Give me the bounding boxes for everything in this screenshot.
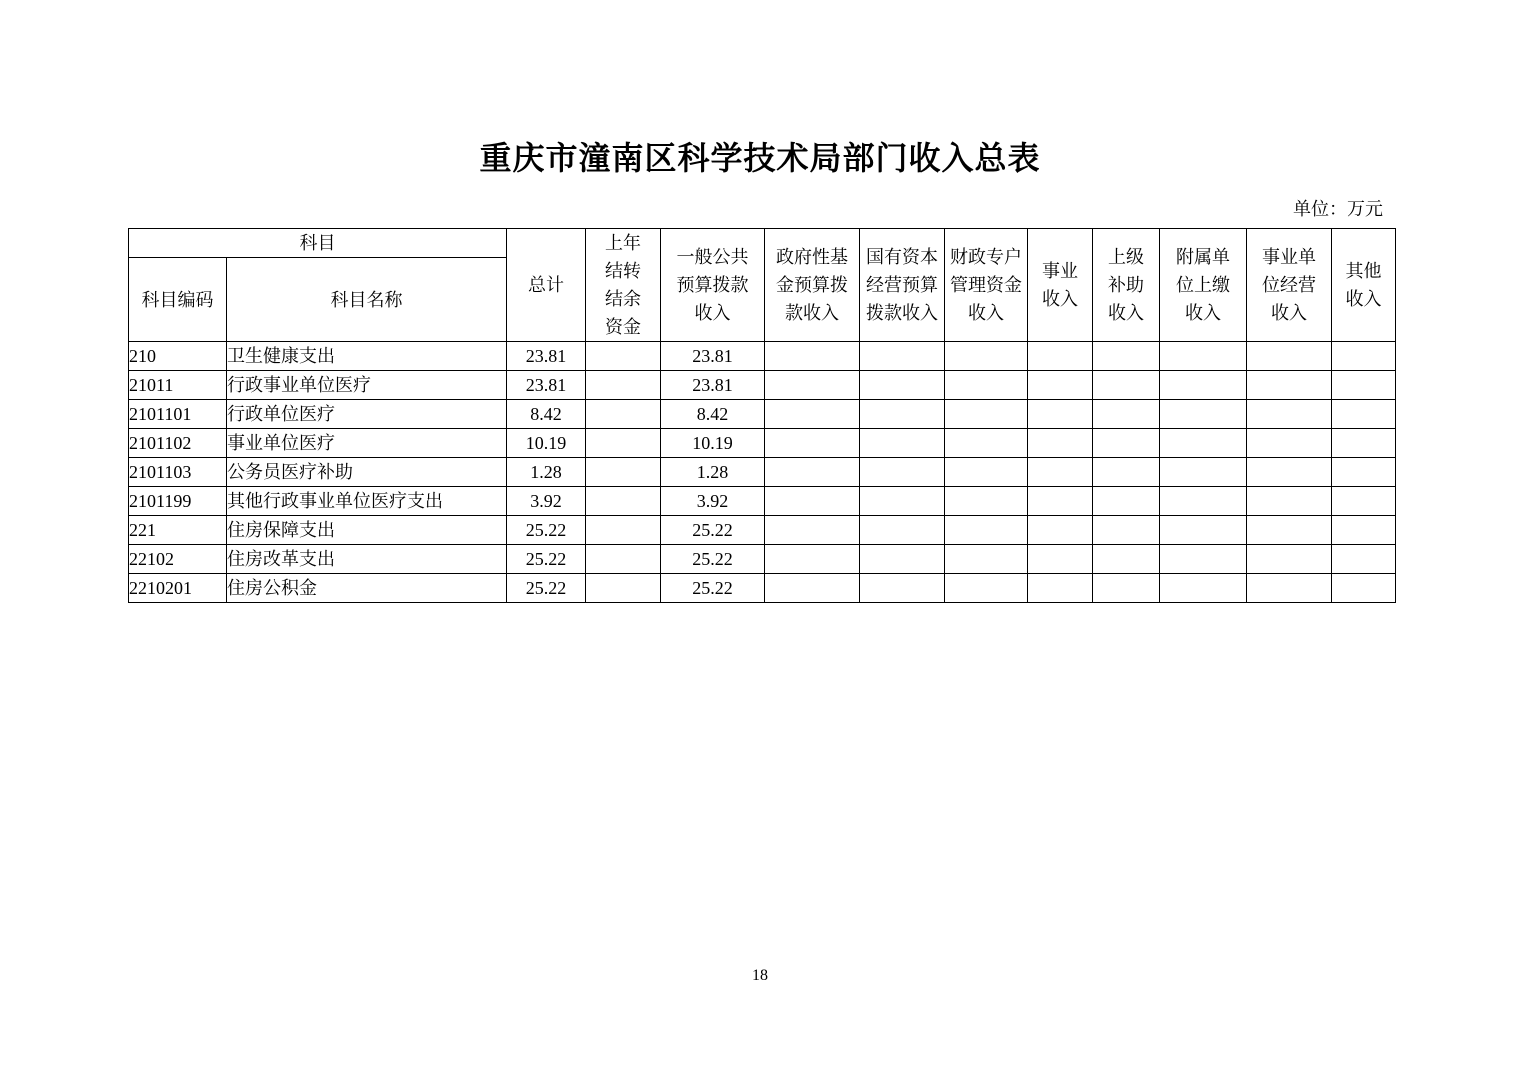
cell-state-capital: [860, 400, 945, 429]
header-text-line: 上年: [605, 233, 641, 253]
cell-gov-fund: [765, 458, 860, 487]
cell-state-capital: [860, 371, 945, 400]
cell-code: 21011: [129, 371, 227, 400]
cell-general-budget: 25.22: [661, 545, 765, 574]
header-affiliated-text: [1160, 243, 1246, 327]
cell-superior-subsidy: [1093, 516, 1160, 545]
cell-total: 3.92: [507, 487, 586, 516]
header-text-line: 一般公共: [676, 247, 749, 267]
cell-affiliated: [1160, 371, 1247, 400]
header-text-line: 政府性基: [776, 247, 848, 267]
cell-general-budget: 3.92: [661, 487, 765, 516]
cell-total: 25.22: [507, 516, 586, 545]
cell-special-account: [945, 574, 1028, 603]
cell-superior-subsidy: [1093, 429, 1160, 458]
table-row: [129, 487, 1396, 516]
header-carryover: [586, 229, 661, 342]
cell-other: [1332, 429, 1396, 458]
cell-operating: [1247, 545, 1332, 574]
header-text-line: 收入: [1042, 289, 1078, 309]
cell-name: 卫生健康支出: [227, 342, 507, 371]
header-text-line: 款收入: [785, 303, 839, 323]
header-text-line: 经营预算: [866, 275, 938, 295]
header-text-line: 收入: [694, 303, 731, 323]
cell-state-capital: [860, 487, 945, 516]
table-row: [129, 516, 1396, 545]
cell-business: [1028, 458, 1093, 487]
header-text-line: 上级: [1108, 247, 1144, 267]
header-text-line: 财政专户: [950, 247, 1022, 267]
header-text-line: 附属单: [1176, 247, 1230, 267]
header-text-line: 收入: [1108, 303, 1144, 323]
cell-state-capital: [860, 545, 945, 574]
header-text-line: 收入: [1345, 289, 1382, 309]
header-affiliated: [1160, 229, 1247, 342]
cell-carryover: [586, 342, 661, 371]
header-text-line: 管理资金: [950, 275, 1022, 295]
cell-carryover: [586, 545, 661, 574]
cell-business: [1028, 400, 1093, 429]
cell-affiliated: [1160, 400, 1247, 429]
cell-total: 10.19: [507, 429, 586, 458]
cell-other: [1332, 516, 1396, 545]
header-text-line: 收入: [1185, 303, 1221, 323]
cell-code: 2101103: [129, 458, 227, 487]
cell-operating: [1247, 429, 1332, 458]
cell-carryover: [586, 516, 661, 545]
cell-superior-subsidy: [1093, 371, 1160, 400]
header-name: 科目名称: [227, 258, 507, 342]
header-text-line: 其他: [1345, 261, 1382, 281]
cell-general-budget: 25.22: [661, 574, 765, 603]
header-text-line: 结转: [605, 261, 641, 281]
header-text-line: 收入: [1271, 303, 1307, 323]
header-special-account-text: [945, 243, 1027, 327]
header-text-line: 结余: [605, 289, 641, 309]
table-row: [129, 458, 1396, 487]
header-business-text: [1028, 257, 1092, 313]
cell-code: 2101199: [129, 487, 227, 516]
cell-carryover: [586, 487, 661, 516]
cell-special-account: [945, 429, 1028, 458]
table-row: [129, 400, 1396, 429]
cell-code: 22102: [129, 545, 227, 574]
cell-affiliated: [1160, 574, 1247, 603]
header-total: 总计: [507, 229, 586, 342]
cell-code: 2101101: [129, 400, 227, 429]
cell-affiliated: [1160, 516, 1247, 545]
cell-superior-subsidy: [1093, 342, 1160, 371]
cell-business: [1028, 545, 1093, 574]
header-text-line: 位上缴: [1176, 275, 1230, 295]
cell-business: [1028, 574, 1093, 603]
cell-gov-fund: [765, 429, 860, 458]
header-superior-subsidy-text: [1093, 243, 1159, 327]
header-gov-fund: [765, 229, 860, 342]
table-row: [129, 371, 1396, 400]
cell-gov-fund: [765, 400, 860, 429]
cell-other: [1332, 545, 1396, 574]
header-other: [1332, 229, 1396, 342]
cell-name: 住房改革支出: [227, 545, 507, 574]
table-row: [129, 429, 1396, 458]
unit-label: 单位：万元: [1293, 199, 1383, 219]
table-body: [129, 342, 1396, 603]
cell-name: 行政事业单位医疗: [227, 371, 507, 400]
cell-general-budget: 1.28: [661, 458, 765, 487]
header-operating-text: [1247, 243, 1331, 327]
cell-special-account: [945, 487, 1028, 516]
cell-gov-fund: [765, 487, 860, 516]
cell-affiliated: [1160, 458, 1247, 487]
cell-code: 2101102: [129, 429, 227, 458]
cell-total: 25.22: [507, 545, 586, 574]
cell-name: 住房公积金: [227, 574, 507, 603]
cell-other: [1332, 458, 1396, 487]
cell-affiliated: [1160, 487, 1247, 516]
cell-gov-fund: [765, 371, 860, 400]
cell-operating: [1247, 342, 1332, 371]
cell-business: [1028, 429, 1093, 458]
header-operating: [1247, 229, 1332, 342]
header-gov-fund-text: [765, 243, 859, 327]
cell-operating: [1247, 400, 1332, 429]
cell-gov-fund: [765, 574, 860, 603]
header-text-line: 金预算拨: [776, 275, 848, 295]
header-subject-group: 科目: [129, 229, 507, 258]
cell-code: 221: [129, 516, 227, 545]
cell-code: 2210201: [129, 574, 227, 603]
header-other-text: [1332, 257, 1395, 313]
header-business: [1028, 229, 1093, 342]
cell-carryover: [586, 429, 661, 458]
cell-special-account: [945, 516, 1028, 545]
header-general-budget-text: [661, 243, 764, 327]
cell-general-budget: 10.19: [661, 429, 765, 458]
cell-gov-fund: [765, 545, 860, 574]
cell-total: 23.81: [507, 342, 586, 371]
cell-superior-subsidy: [1093, 574, 1160, 603]
cell-operating: [1247, 516, 1332, 545]
header-text-line: 事业单: [1262, 247, 1316, 267]
cell-state-capital: [860, 342, 945, 371]
table-row: [129, 574, 1396, 603]
cell-state-capital: [860, 516, 945, 545]
cell-operating: [1247, 574, 1332, 603]
cell-general-budget: 23.81: [661, 342, 765, 371]
header-row-group: [129, 229, 1396, 258]
cell-name: 其他行政事业单位医疗支出: [227, 487, 507, 516]
cell-gov-fund: [765, 342, 860, 371]
header-general-budget: [661, 229, 765, 342]
cell-carryover: [586, 371, 661, 400]
cell-business: [1028, 516, 1093, 545]
cell-carryover: [586, 458, 661, 487]
cell-business: [1028, 487, 1093, 516]
table-row: [129, 545, 1396, 574]
cell-other: [1332, 342, 1396, 371]
cell-total: 8.42: [507, 400, 586, 429]
header-state-capital: [860, 229, 945, 342]
cell-other: [1332, 371, 1396, 400]
cell-other: [1332, 487, 1396, 516]
cell-superior-subsidy: [1093, 545, 1160, 574]
cell-name: 公务员医疗补助: [227, 458, 507, 487]
header-text-line: 资金: [605, 317, 641, 337]
cell-superior-subsidy: [1093, 487, 1160, 516]
cell-general-budget: 8.42: [661, 400, 765, 429]
header-special-account: [945, 229, 1028, 342]
header-text-line: 位经营: [1262, 275, 1316, 295]
cell-carryover: [586, 574, 661, 603]
cell-special-account: [945, 458, 1028, 487]
cell-general-budget: 25.22: [661, 516, 765, 545]
header-text-line: 国有资本: [866, 247, 938, 267]
cell-other: [1332, 574, 1396, 603]
cell-business: [1028, 371, 1093, 400]
header-superior-subsidy: [1093, 229, 1160, 342]
header-code: 科目编码: [129, 258, 227, 342]
cell-superior-subsidy: [1093, 458, 1160, 487]
header-text-line: 收入: [968, 303, 1004, 323]
table-header: [129, 229, 1396, 342]
header-text-line: 拨款收入: [866, 303, 938, 323]
header-state-capital-text: [860, 243, 944, 327]
cell-code: 210: [129, 342, 227, 371]
income-summary-table: [128, 228, 1396, 603]
cell-superior-subsidy: [1093, 400, 1160, 429]
cell-special-account: [945, 545, 1028, 574]
cell-state-capital: [860, 458, 945, 487]
page-title: 重庆市潼南区科学技术局部门收入总表: [479, 140, 1041, 176]
cell-general-budget: 23.81: [661, 371, 765, 400]
cell-name: 事业单位医疗: [227, 429, 507, 458]
header-text-line: 预算拨款: [676, 275, 749, 295]
cell-other: [1332, 400, 1396, 429]
cell-operating: [1247, 371, 1332, 400]
cell-gov-fund: [765, 516, 860, 545]
header-text-line: 事业: [1042, 261, 1078, 281]
cell-total: 1.28: [507, 458, 586, 487]
header-text-line: 补助: [1108, 275, 1144, 295]
cell-special-account: [945, 400, 1028, 429]
page-number: 18: [752, 967, 768, 984]
cell-carryover: [586, 400, 661, 429]
cell-name: 住房保障支出: [227, 516, 507, 545]
cell-total: 23.81: [507, 371, 586, 400]
header-carryover-text: [586, 229, 660, 341]
cell-operating: [1247, 458, 1332, 487]
cell-affiliated: [1160, 429, 1247, 458]
cell-affiliated: [1160, 342, 1247, 371]
cell-state-capital: [860, 429, 945, 458]
table-row: [129, 342, 1396, 371]
cell-special-account: [945, 342, 1028, 371]
cell-business: [1028, 342, 1093, 371]
cell-name: 行政单位医疗: [227, 400, 507, 429]
cell-state-capital: [860, 574, 945, 603]
cell-affiliated: [1160, 545, 1247, 574]
cell-operating: [1247, 487, 1332, 516]
cell-total: 25.22: [507, 574, 586, 603]
cell-special-account: [945, 371, 1028, 400]
